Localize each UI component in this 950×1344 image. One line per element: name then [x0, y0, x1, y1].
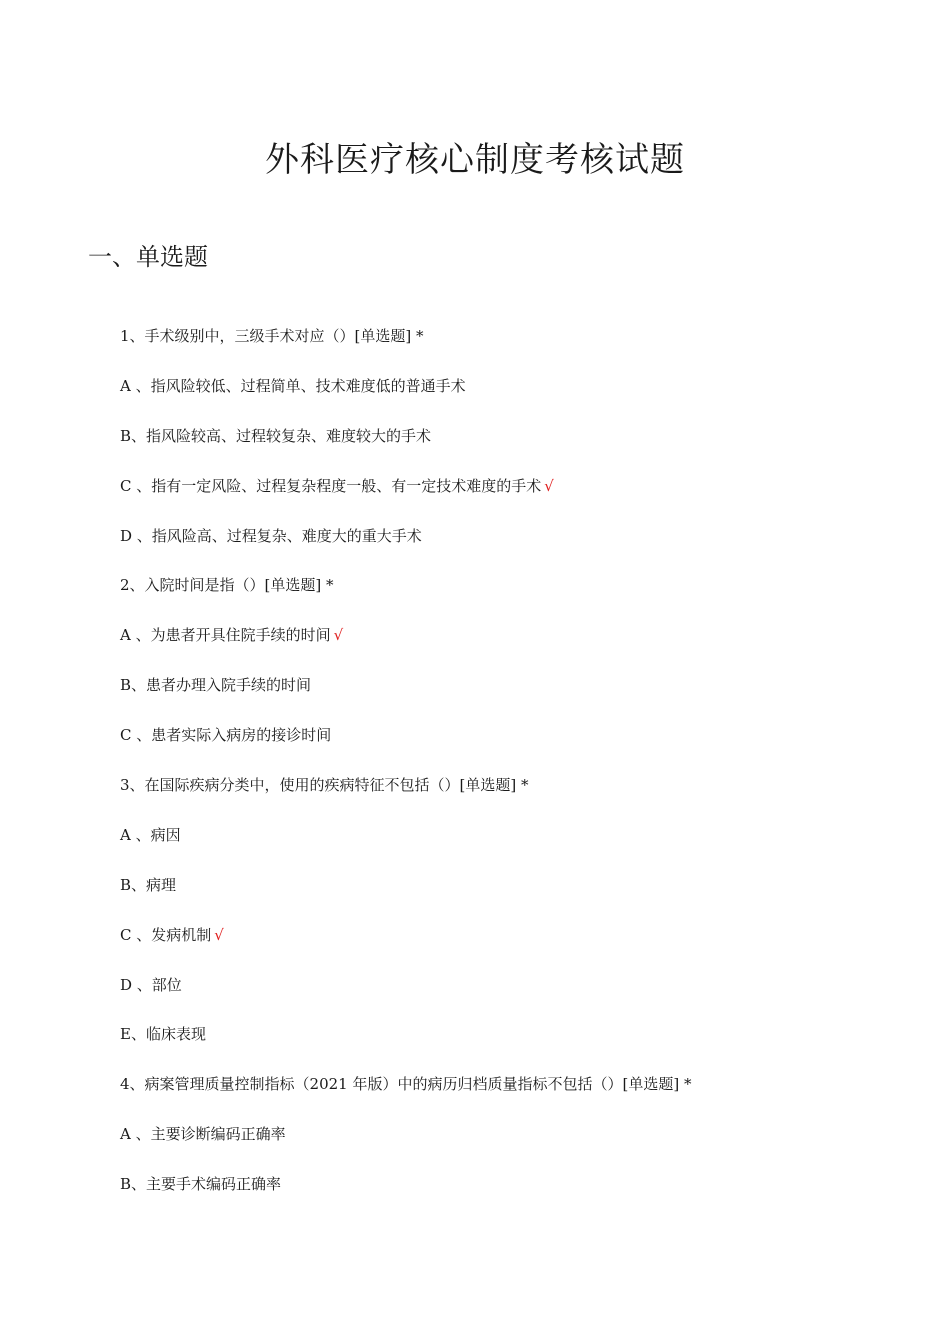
answer-option	[120, 874, 691, 924]
correct-check-icon: √	[544, 476, 554, 495]
answer-option	[120, 475, 691, 525]
option-text: D 、指风险高、过程复杂、难度大的重大手术	[120, 526, 422, 545]
option-text: B、患者办理入院手续的时间	[120, 676, 312, 695]
option-text: A 、主要诊断编码正确率	[120, 1125, 286, 1144]
answer-option	[120, 824, 691, 874]
answer-option	[120, 1123, 691, 1173]
option-text: E、临床表现	[120, 1025, 206, 1044]
answer-option	[120, 1023, 691, 1073]
correct-check-icon: √	[214, 925, 224, 944]
question-stem	[120, 1073, 691, 1123]
question-text: 3、在国际疾病分类中，使用的疾病特征不包括（）[单选题] *	[120, 776, 529, 795]
answer-option	[120, 425, 691, 475]
option-text: C 、发病机制	[120, 925, 212, 944]
answer-option	[120, 525, 691, 575]
question-text: 4、病案管理质量控制指标（2021 年版）中的病历归档质量指标不包括（）[单选题] *	[120, 1075, 692, 1094]
answer-option	[120, 624, 691, 674]
option-text: C 、患者实际入病房的接诊时间	[120, 726, 332, 745]
option-text: A 、指风险较低、过程简单、技术难度低的普通手术	[120, 376, 466, 395]
answer-option	[120, 674, 691, 724]
option-text: B、病理	[120, 875, 177, 894]
answer-option	[120, 1173, 691, 1223]
option-text: C 、指有一定风险、过程复杂程度一般、有一定技术难度的手术	[120, 476, 542, 495]
answer-option	[120, 375, 691, 425]
question-stem	[120, 774, 691, 824]
option-text: D 、部位	[120, 975, 182, 994]
answer-option	[120, 924, 691, 974]
option-text: A 、为患者开具住院手续的时间	[120, 626, 331, 645]
question-text: 1、手术级别中，三级手术对应（）[单选题] *	[120, 327, 424, 345]
question-list	[120, 325, 691, 1223]
option-text: B、指风险较高、过程较复杂、难度较大的手术	[120, 426, 432, 445]
question-stem	[120, 574, 691, 624]
section-heading: 一、单选题	[88, 243, 208, 271]
correct-check-icon: √	[333, 626, 344, 645]
option-text: B、主要手术编码正确率	[120, 1175, 282, 1194]
answer-option	[120, 974, 691, 1024]
document-title: 外科医疗核心制度考核试题	[265, 140, 685, 180]
question-stem	[120, 325, 691, 375]
answer-option	[120, 724, 691, 774]
question-text: 2、入院时间是指（）[单选题] *	[120, 576, 334, 595]
option-text: A 、病因	[120, 825, 181, 844]
